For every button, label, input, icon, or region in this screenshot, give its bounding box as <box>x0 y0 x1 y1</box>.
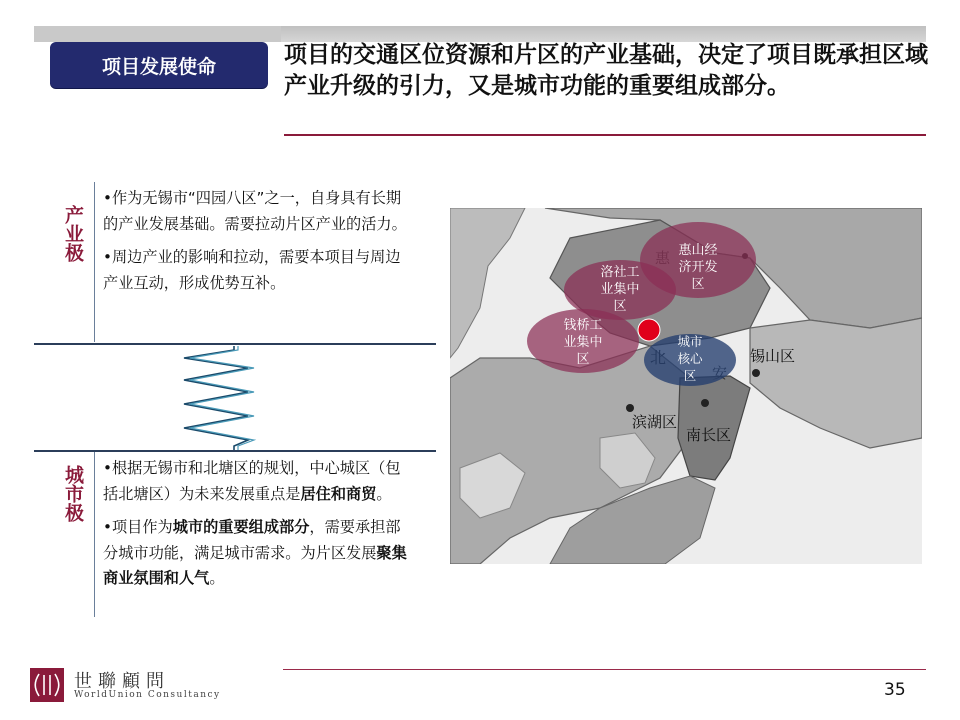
district-label-binhu: 滨湖区 <box>632 414 678 431</box>
company-name-en: WorldUnion Consultancy <box>74 690 221 700</box>
industry-paragraph <box>103 186 415 304</box>
project-location-marker <box>638 319 660 341</box>
industry-divider-vertical <box>94 182 95 342</box>
section-badge: 项目发展使命 <box>50 42 268 88</box>
city-paragraph <box>103 456 415 600</box>
industry-bullet-2: •周边产业的影响和拉动，需要本项目与周边产业互动，形成优势互补。 <box>103 248 401 292</box>
city-divider-vertical <box>94 452 95 617</box>
zigzag-connector-icon <box>176 346 260 450</box>
city-bullet-1: •根据无锡市和北塘区的规划，中心城区（包括北塘区）为未来发展重点是居住和商贸。 <box>103 459 401 503</box>
page-headline: 项目的交通区位资源和片区的产业基础，决定了项目既承担区域产业升级的引力，又是城市功能的重要组成部分。 <box>284 42 928 99</box>
page-number: 35 <box>884 680 906 700</box>
district-map <box>450 208 922 564</box>
bubble-core-label: 城市核心区 <box>677 335 703 383</box>
industry-pole-label: 产业极 <box>62 205 84 262</box>
district-label-xishan: 锡山区 <box>750 348 796 365</box>
industry-bullet-1: •作为无锡市“四园八区”之一，自身具有长期的产业发展基础。需要拉动片区产业的活力。 <box>103 189 407 233</box>
header-bar-left <box>34 26 281 42</box>
bubble-huishan-label: 惠山经济开发区 <box>678 242 718 291</box>
company-logo-icon <box>30 668 64 702</box>
city-bullet-2: •项目作为城市的重要组成部分，需要承担部分城市功能，满足城市需求。为片区发展聚集商业氛围和人气。 <box>103 518 407 587</box>
section-divider-top <box>34 343 436 345</box>
bubble-qianqiao-label: 钱桥工业集中区 <box>563 317 603 366</box>
footer-divider <box>283 669 926 670</box>
city-pole-label: 城市极 <box>62 465 84 522</box>
district-label-nanchang: 南长区 <box>686 427 732 444</box>
headline-divider <box>284 134 926 136</box>
company-name-cn: 世聯顧問 <box>74 671 170 692</box>
bubble-luoshe-label: 洛社工业集中区 <box>600 264 640 313</box>
